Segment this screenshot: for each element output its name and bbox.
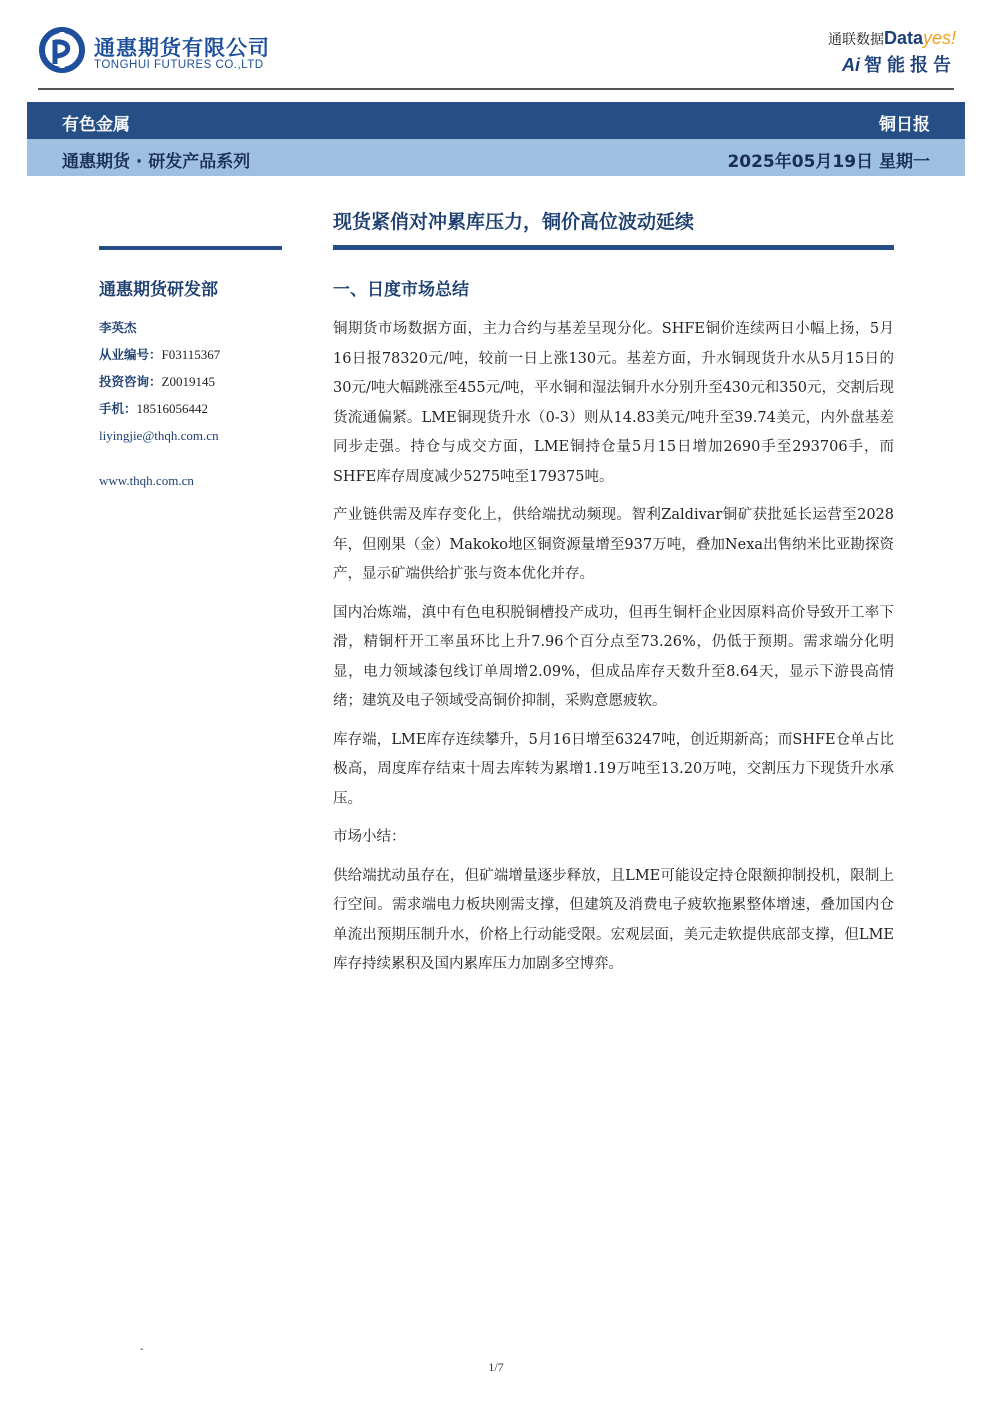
category-band bbox=[27, 102, 965, 139]
paragraph-smelting-demand: 国内冶炼端，滇中有色电积脱铜槽投产成功，但再生铜杆企业因原料高价导致开工率下滑，精铜杆开工率虽环比上升7.96个百分点至73.26%，仍低于预期。需求端分化明显，电力领域漆包线订单周增2.09%，但成品库存天数升至8.64天，显示下游畏高情绪；建筑及电子领域受高铜价抑制，采购意愿疲软。 bbox=[333, 604, 894, 709]
analyst-name: 李英杰 bbox=[99, 320, 137, 335]
section-heading: 一、日度市场总结 bbox=[333, 280, 469, 300]
brand-prefix: 通联数据 bbox=[827, 32, 884, 48]
brand-bottom-line bbox=[786, 51, 956, 77]
header-divider bbox=[38, 88, 954, 90]
series-label: 通惠期货 · 研发产品系列 bbox=[62, 152, 251, 172]
sidebar-divider bbox=[99, 246, 282, 250]
company-logo bbox=[38, 26, 278, 78]
tonghui-logo-icon bbox=[38, 26, 86, 74]
consult-line bbox=[99, 372, 299, 399]
company-website[interactable]: www.thqh.com.cn bbox=[99, 473, 194, 488]
brand-yes: yes! bbox=[922, 28, 956, 48]
paragraph-summary: 供给端扰动虽存在，但矿端增量逐步释放，且LME可能设定持仓限额抑制投机，限制上行空间。需求端电力板块刚需支撑，但建筑及消费电子疲软拖累整体增速，叠加国内仓单流出预期压制升水，价格上行动能受限。宏观层面，美元走软提供底部支撑，但LME库存持续累积及国内累库压力加剧多空博弈。 bbox=[333, 867, 894, 972]
title-divider bbox=[333, 245, 894, 250]
phone-value: 18516056442 bbox=[136, 401, 209, 416]
phone-key: 手机： bbox=[99, 401, 137, 416]
company-name-cn: 通惠期货有限公司 bbox=[94, 36, 270, 60]
license-value: F03115367 bbox=[161, 347, 221, 362]
report-type-label: 铜日报 bbox=[879, 115, 930, 135]
brand-top-line bbox=[786, 28, 956, 49]
paragraph-market-data: 铜期货市场数据方面，主力合约与基差呈现分化。SHFE铜价连续两日小幅上扬，5月16日报78320元/吨，较前一日上涨130元。基差方面，升水铜现货升水从5月15日的30元/吨大幅跳涨至455元/吨，平水铜和湿法铜升水分别升至430元和350元，交割后现货流通偏紧。LME铜现货升水（0-3）则从14.83美元/吨升至39.74美元，内外盘基差同步走强。持仓与成交方面，LME铜持仓量5月15日增加2690手至293706手，而SHFE库存周度减少5275吨至179375吨。 bbox=[333, 321, 894, 485]
category-label: 有色金属 bbox=[62, 115, 130, 135]
analyst-name-line bbox=[99, 318, 299, 345]
brand-ai: Ai bbox=[842, 55, 860, 75]
analyst-email[interactable]: liyingjie@thqh.com.cn bbox=[99, 428, 219, 443]
paragraph-inventory: 库存端，LME库存连续攀升，5月16日增至63247吨，创近期新高；而SHFE仓单占比极高，周度库存结束十周去库转为累增1.19万吨至13.20万吨，交割压力下现货升水承压。 bbox=[333, 731, 894, 807]
report-date: 2025年05月19日 星期一 bbox=[727, 152, 930, 172]
series-band bbox=[27, 139, 965, 176]
consult-key: 投资咨询： bbox=[99, 374, 162, 389]
consult-value: Z0019145 bbox=[161, 374, 215, 389]
paragraph-supply-chain: 产业链供需及库存变化上，供给端扰动频现。智利Zaldivar铜矿获批延长运营至2028年，但刚果（金）Makoko地区铜资源量增至937万吨，叠加Nexa出售纳米比亚勘探资产，显示矿端供给扩张与资本优化并存。 bbox=[333, 507, 894, 582]
brand-label: 智能报告 bbox=[864, 55, 956, 76]
report-title: 现货紧俏对冲累库压力，铜价高位波动延续 bbox=[333, 211, 695, 233]
datayes-brand bbox=[786, 28, 956, 78]
brand-data: Data bbox=[883, 28, 923, 48]
license-line bbox=[99, 345, 299, 372]
report-body bbox=[333, 315, 894, 989]
license-key: 从业编号： bbox=[99, 347, 162, 362]
analyst-info bbox=[99, 318, 299, 491]
department-name: 通惠期货研发部 bbox=[99, 280, 218, 300]
paragraph-summary-label: 市场小结： bbox=[333, 829, 406, 845]
page-number: 1/7 bbox=[488, 1360, 504, 1374]
company-name-en: TONGHUI FUTURES CO.,LTD bbox=[94, 59, 264, 71]
footer-mark: - bbox=[140, 1344, 144, 1355]
phone-line bbox=[99, 399, 299, 426]
